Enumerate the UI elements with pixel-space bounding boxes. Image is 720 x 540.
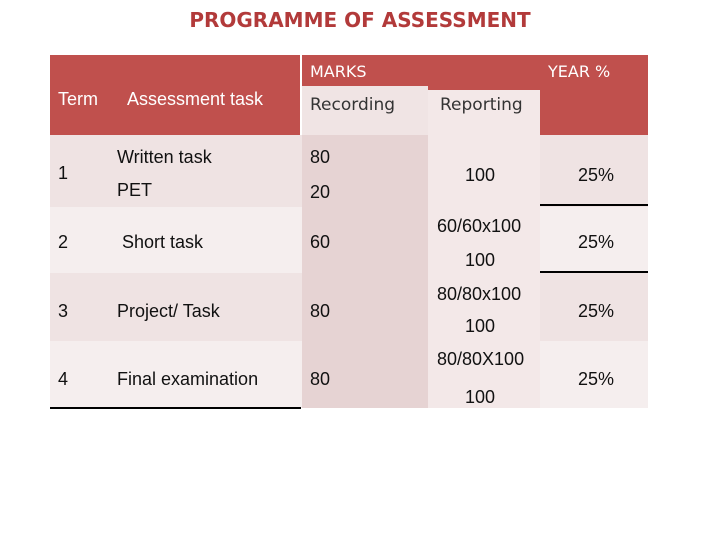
header-divider [300, 55, 302, 135]
term-header: Term [58, 89, 98, 109]
table-row-3-task: Project/ Task [117, 301, 220, 321]
table-row-4-recording: 80 [310, 369, 331, 389]
table-row-1-recording-a: 80 [310, 147, 331, 167]
table-bottom-border [50, 407, 301, 409]
table-row-1-year: 25% [578, 165, 615, 185]
table-row-3-reporting-a: 80/80x100 [437, 284, 522, 304]
year-pct-header: YEAR % [548, 62, 611, 81]
table-row-3-recording: 80 [310, 301, 331, 321]
table-row-4-task: Final examination [117, 369, 259, 389]
table-row-3-term: 3 [58, 301, 69, 321]
table-row-1-task-b: PET [117, 180, 153, 200]
table-row-2-year: 25% [578, 232, 615, 252]
table-row-1-recording-b: 20 [310, 182, 331, 202]
reporting-header: Reporting [440, 95, 523, 115]
recording-column [302, 135, 428, 408]
row-divider [540, 271, 648, 273]
table-row-2-term: 2 [58, 232, 69, 252]
table-row-2-recording: 60 [310, 232, 331, 252]
table-row-2-reporting-a: 60/60x100 [437, 216, 522, 236]
table-row-4-year: 25% [578, 369, 615, 389]
page-title: PROGRAMME OF ASSESSMENT [189, 8, 531, 32]
table-row-2-reporting-b: 100 [465, 250, 496, 270]
table-row-2-task: Short task [122, 232, 204, 252]
table-row-1-term: 1 [58, 163, 69, 183]
table-row-1-task-a: Written task [117, 147, 212, 167]
table-row-3-year: 25% [578, 301, 615, 321]
table-row-3-reporting-b: 100 [465, 316, 496, 336]
assessment-task-header: Assessment task [127, 89, 264, 109]
marks-header: MARKS [310, 62, 367, 81]
row-divider [540, 204, 648, 206]
table-row-4-reporting-b: 100 [465, 387, 496, 407]
table-row-4-reporting-a: 80/80X100 [437, 349, 525, 369]
recording-header: Recording [310, 95, 396, 115]
table-row-1-reporting: 100 [465, 165, 496, 185]
table-row-4-term: 4 [58, 369, 69, 389]
